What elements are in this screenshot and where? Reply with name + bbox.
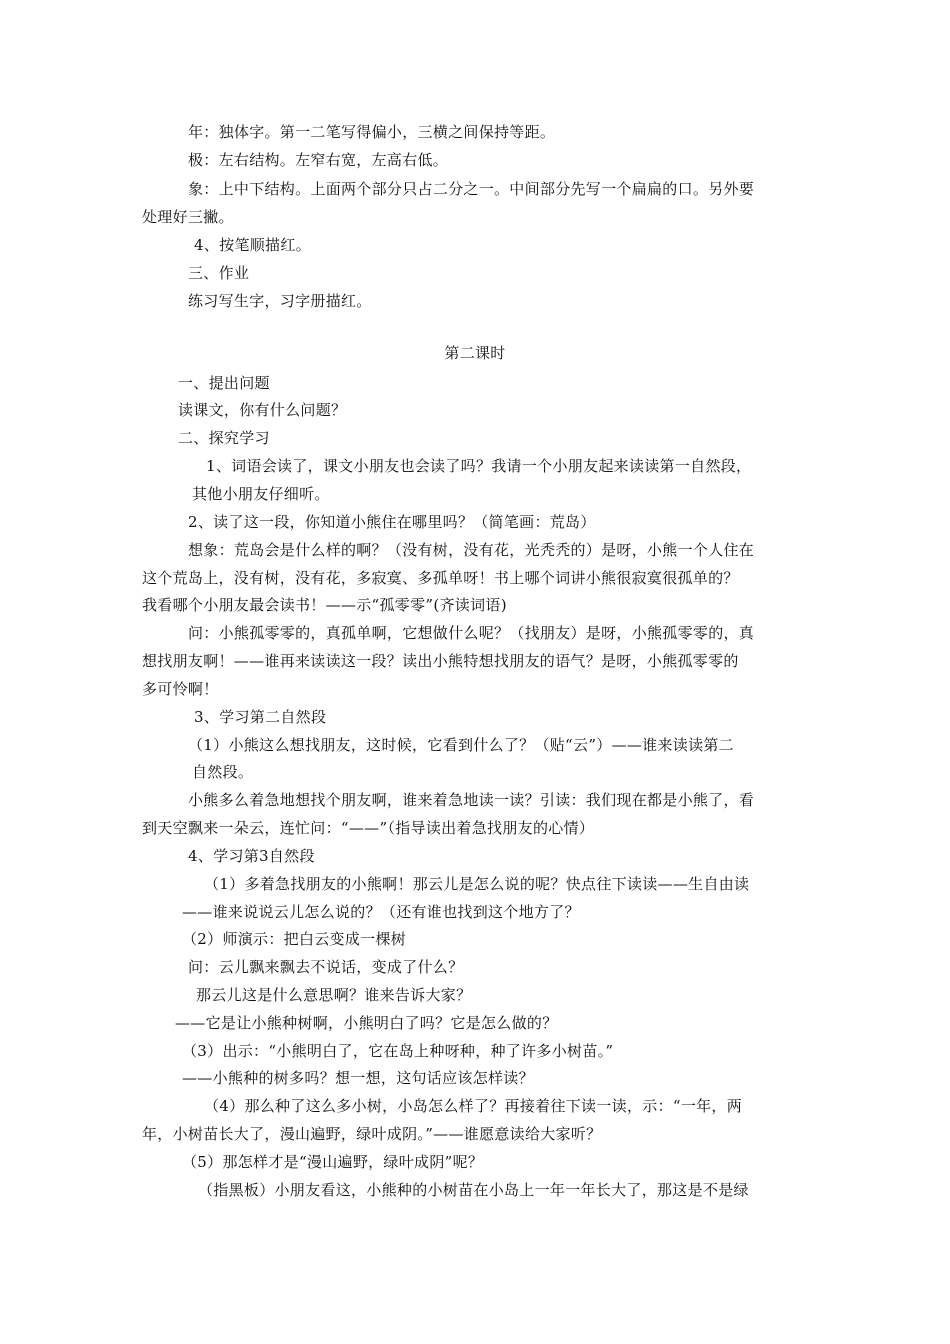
text-line: ——它是让小熊种树啊，小熊明白了吗？它是怎么做的？ xyxy=(175,1014,558,1032)
text-line: 3、学习第二自然段 xyxy=(194,708,327,726)
text-line: ——谁来说说云儿怎么说的？（还有谁也找到这个地方了？ xyxy=(182,903,580,921)
text-line: 二、探究学习 xyxy=(178,429,270,447)
text-line: （2）师演示：把白云变成一棵树 xyxy=(182,930,407,948)
text-line: 这个荒岛上，没有树，没有花，多寂寞、多孤单呀！书上哪个词讲小熊很寂寞很孤单的？ xyxy=(142,569,739,587)
text-line: 4、按笔顺描红。 xyxy=(194,236,311,254)
text-line: 处理好三撇。 xyxy=(142,208,234,226)
text-line: （指黑板）小朋友看这，小熊种的小树苗在小岛上一年一年长大了，那这是不是绿 xyxy=(198,1181,749,1199)
text-line: （1）小熊这么想找朋友，这时候，它看到什么了？（贴“云”）——谁来读读第二 xyxy=(188,736,734,754)
text-line: 自然段。 xyxy=(192,763,254,781)
text-line: 1、词语会读了，课文小朋友也会读了吗？我请一个小朋友起来读读第一自然段， xyxy=(206,457,752,475)
text-line: 小熊多么着急地想找个朋友啊，谁来着急地读一读？引读：我们现在都是小熊了，看 xyxy=(188,791,755,809)
text-line: 多可怜啊！ xyxy=(142,680,219,698)
text-line: 练习写生字，习字册描红。 xyxy=(188,292,372,310)
text-line: 年，小树苗长大了，漫山遍野，绿叶成阴。”——谁愿意读给大家听？ xyxy=(142,1125,602,1143)
text-line: 问：小熊孤零零的，真孤单啊，它想做什么呢？（找朋友）是呀，小熊孤零零的，真 xyxy=(188,624,755,642)
section-heading: 第二课时 xyxy=(444,344,506,362)
text-line: 三、作业 xyxy=(188,264,250,282)
text-line: 年：独体字。第一二笔写得偏小，三横之间保持等距。 xyxy=(188,123,556,141)
text-line: 那云儿这是什么意思啊？谁来告诉大家？ xyxy=(196,986,472,1004)
text-line: ——小熊种的树多吗？想一想，这句话应该怎样读？ xyxy=(182,1069,534,1087)
text-line: 到天空飘来一朵云，连忙问：“——”（指导读出着急找朋友的心情） xyxy=(142,819,595,837)
text-line: 问：云儿飘来飘去不说话，变成了什么？ xyxy=(188,958,464,976)
text-line: 其他小朋友仔细听。 xyxy=(192,485,330,503)
text-line: （5）那怎样才是“漫山遍野，绿叶成阴”呢？ xyxy=(182,1153,484,1171)
text-line: （4）那么种了这么多小树，小岛怎么样了？再接着往下读一读，示：“一年，两 xyxy=(204,1097,743,1115)
text-line: 读课文，你有什么问题？ xyxy=(178,401,347,419)
text-line: 极：左右结构。左窄右宽，左高右低。 xyxy=(188,151,449,169)
text-line: 象：上中下结构。上面两个部分只占二分之一。中间部分先写一个扁扁的口。另外要 xyxy=(188,180,755,198)
text-line: 我看哪个小朋友最会读书！——示“孤零零”(齐读词语) xyxy=(142,596,507,614)
text-line: 2、读了这一段，你知道小熊住在哪里吗？（简笔画：荒岛） xyxy=(188,513,596,531)
text-line: 4、学习第3自然段 xyxy=(188,847,315,865)
text-line: （3）出示：“小熊明白了，它在岛上种呀种，种了许多小树苗。” xyxy=(182,1042,614,1060)
text-line: （1）多着急找朋友的小熊啊！那云儿是怎么说的呢？快点往下读读——生自由读 xyxy=(204,875,750,893)
text-line: 想找朋友啊！——谁再来读读这一段？读出小熊特想找朋友的语气？是呀，小熊孤零零的 xyxy=(142,652,739,670)
text-line: 想象：荒岛会是什么样的啊？（没有树，没有花，光秃秃的）是呀，小熊一个人住在 xyxy=(188,541,755,559)
text-line: 一、提出问题 xyxy=(178,374,270,392)
